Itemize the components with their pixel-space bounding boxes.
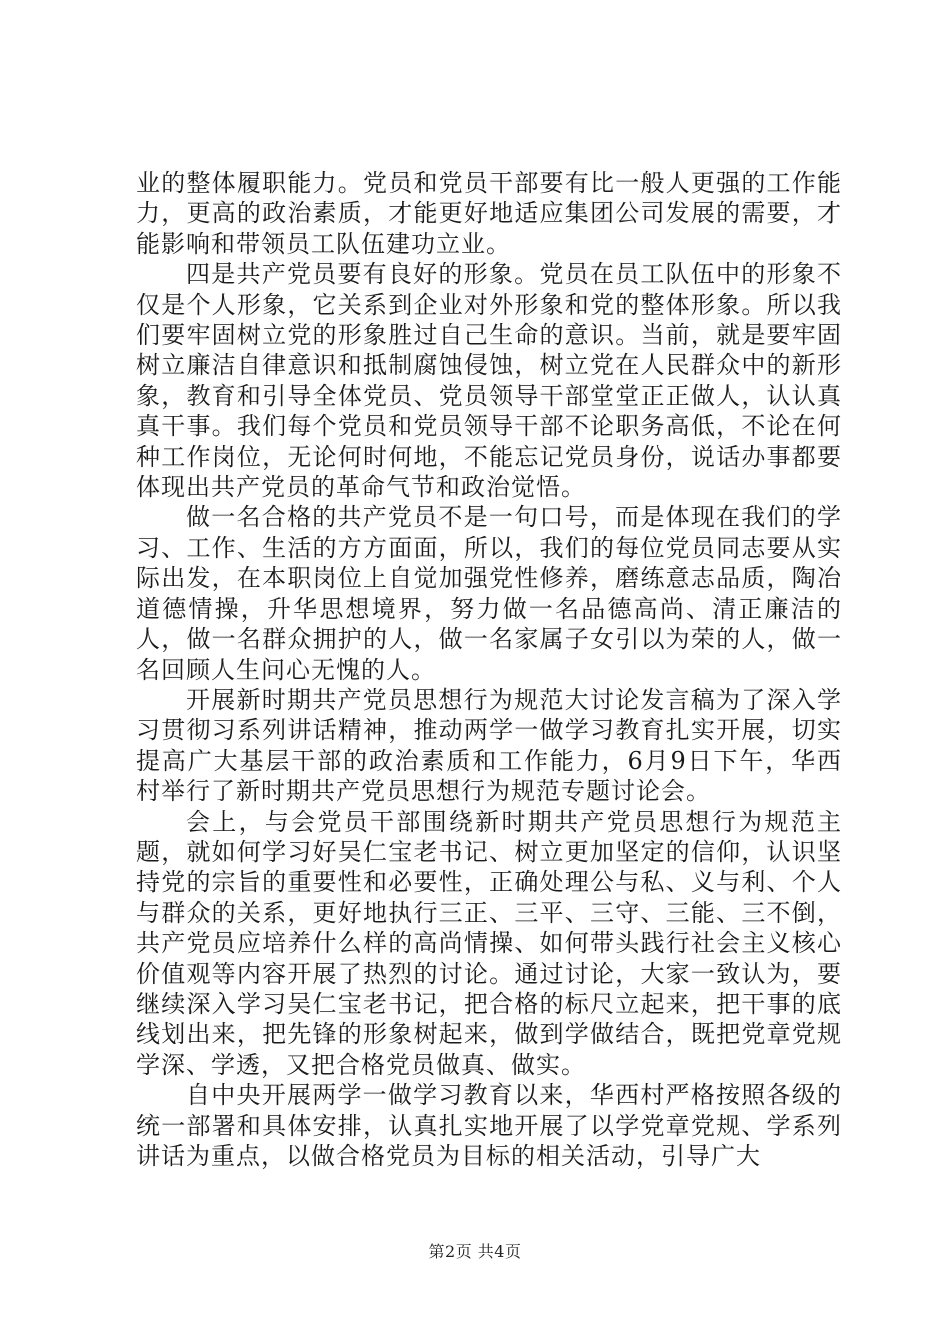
paragraph-meeting: 会上，与会党员干部围绕新时期共产党员思想行为规范主题，就如何学习好吴仁宝老书记、树立更加坚定的信仰，认识坚持党的宗旨的重要性和必要性，正确处理公与私、义与利、个人与群众的关系，更好地执行三正、三平、三守、三能、三不倒，共产党员应培养什么样的高尚情操、如何带头践行社会主义核心价值观等内容开展了热烈的讨论。通过讨论，大家一致认为，要继续深入学习吴仁宝老书记，把合格的标尺立起来，把干事的底线划出来，把先锋的形象树起来，做到学做结合，既把党章党规学深、学透，又把合格党员做真、做实。 (136, 807, 842, 1079)
body-text (136, 168, 842, 1171)
paragraph-discussion-intro: 开展新时期共产党员思想行为规范大讨论发言稿为了深入学习贯彻习系列讲话精神，推动两学一做学习教育扎实开展，切实提高广大基层干部的政治素质和工作能力，6月9日下午，华西村举行了新时期共产党员思想行为规范专题讨论会。 (136, 685, 842, 806)
paragraph-education: 自中央开展两学一做学习教育以来，华西村严格按照各级的统一部署和具体安排，认真扎实地开展了以学党章党规、学系列讲话为重点，以做合格党员为目标的相关活动，引导广大 (136, 1081, 842, 1170)
paragraph-good-image: 四是共产党员要有良好的形象。党员在员工队伍中的形象不仅是个人形象，它关系到企业对外形象和党的整体形象。所以我们要牢固树立党的形象胜过自己生命的意识。当前，就是要牢固树立廉洁自律意识和抵制腐蚀侵蚀，树立党在人民群众中的新形象，教育和引导全体党员、党员领导干部堂堂正正做人，认认真真干事。我们每个党员和党员领导干部不论职务高低，不论在何种工作岗位，无论何时何地，不能忘记党员身份，说话办事都要体现出共产党员的革命气节和政治觉悟。 (136, 260, 842, 502)
paragraph-qualified-member: 做一名合格的共产党员不是一句口号，而是体现在我们的学习、工作、生活的方方面面，所以，我们的每位党员同志要从实际出发，在本职岗位上自觉加强党性修养，磨练意志品质，陶冶道德情操，升华思想境界，努力做一名品德高尚、清正廉洁的人，做一名群众拥护的人，做一名家属子女引以为荣的人，做一名回顾人生问心无愧的人。 (136, 503, 842, 684)
paragraph-continuation: 业的整体履职能力。党员和党员干部要有比一般人更强的工作能力，更高的政治素质，才能更好地适应集团公司发展的需要，才能影响和带领员工队伍建功立业。 (136, 169, 842, 258)
page-number-footer: 第2页 共4页 (428, 1242, 522, 1261)
